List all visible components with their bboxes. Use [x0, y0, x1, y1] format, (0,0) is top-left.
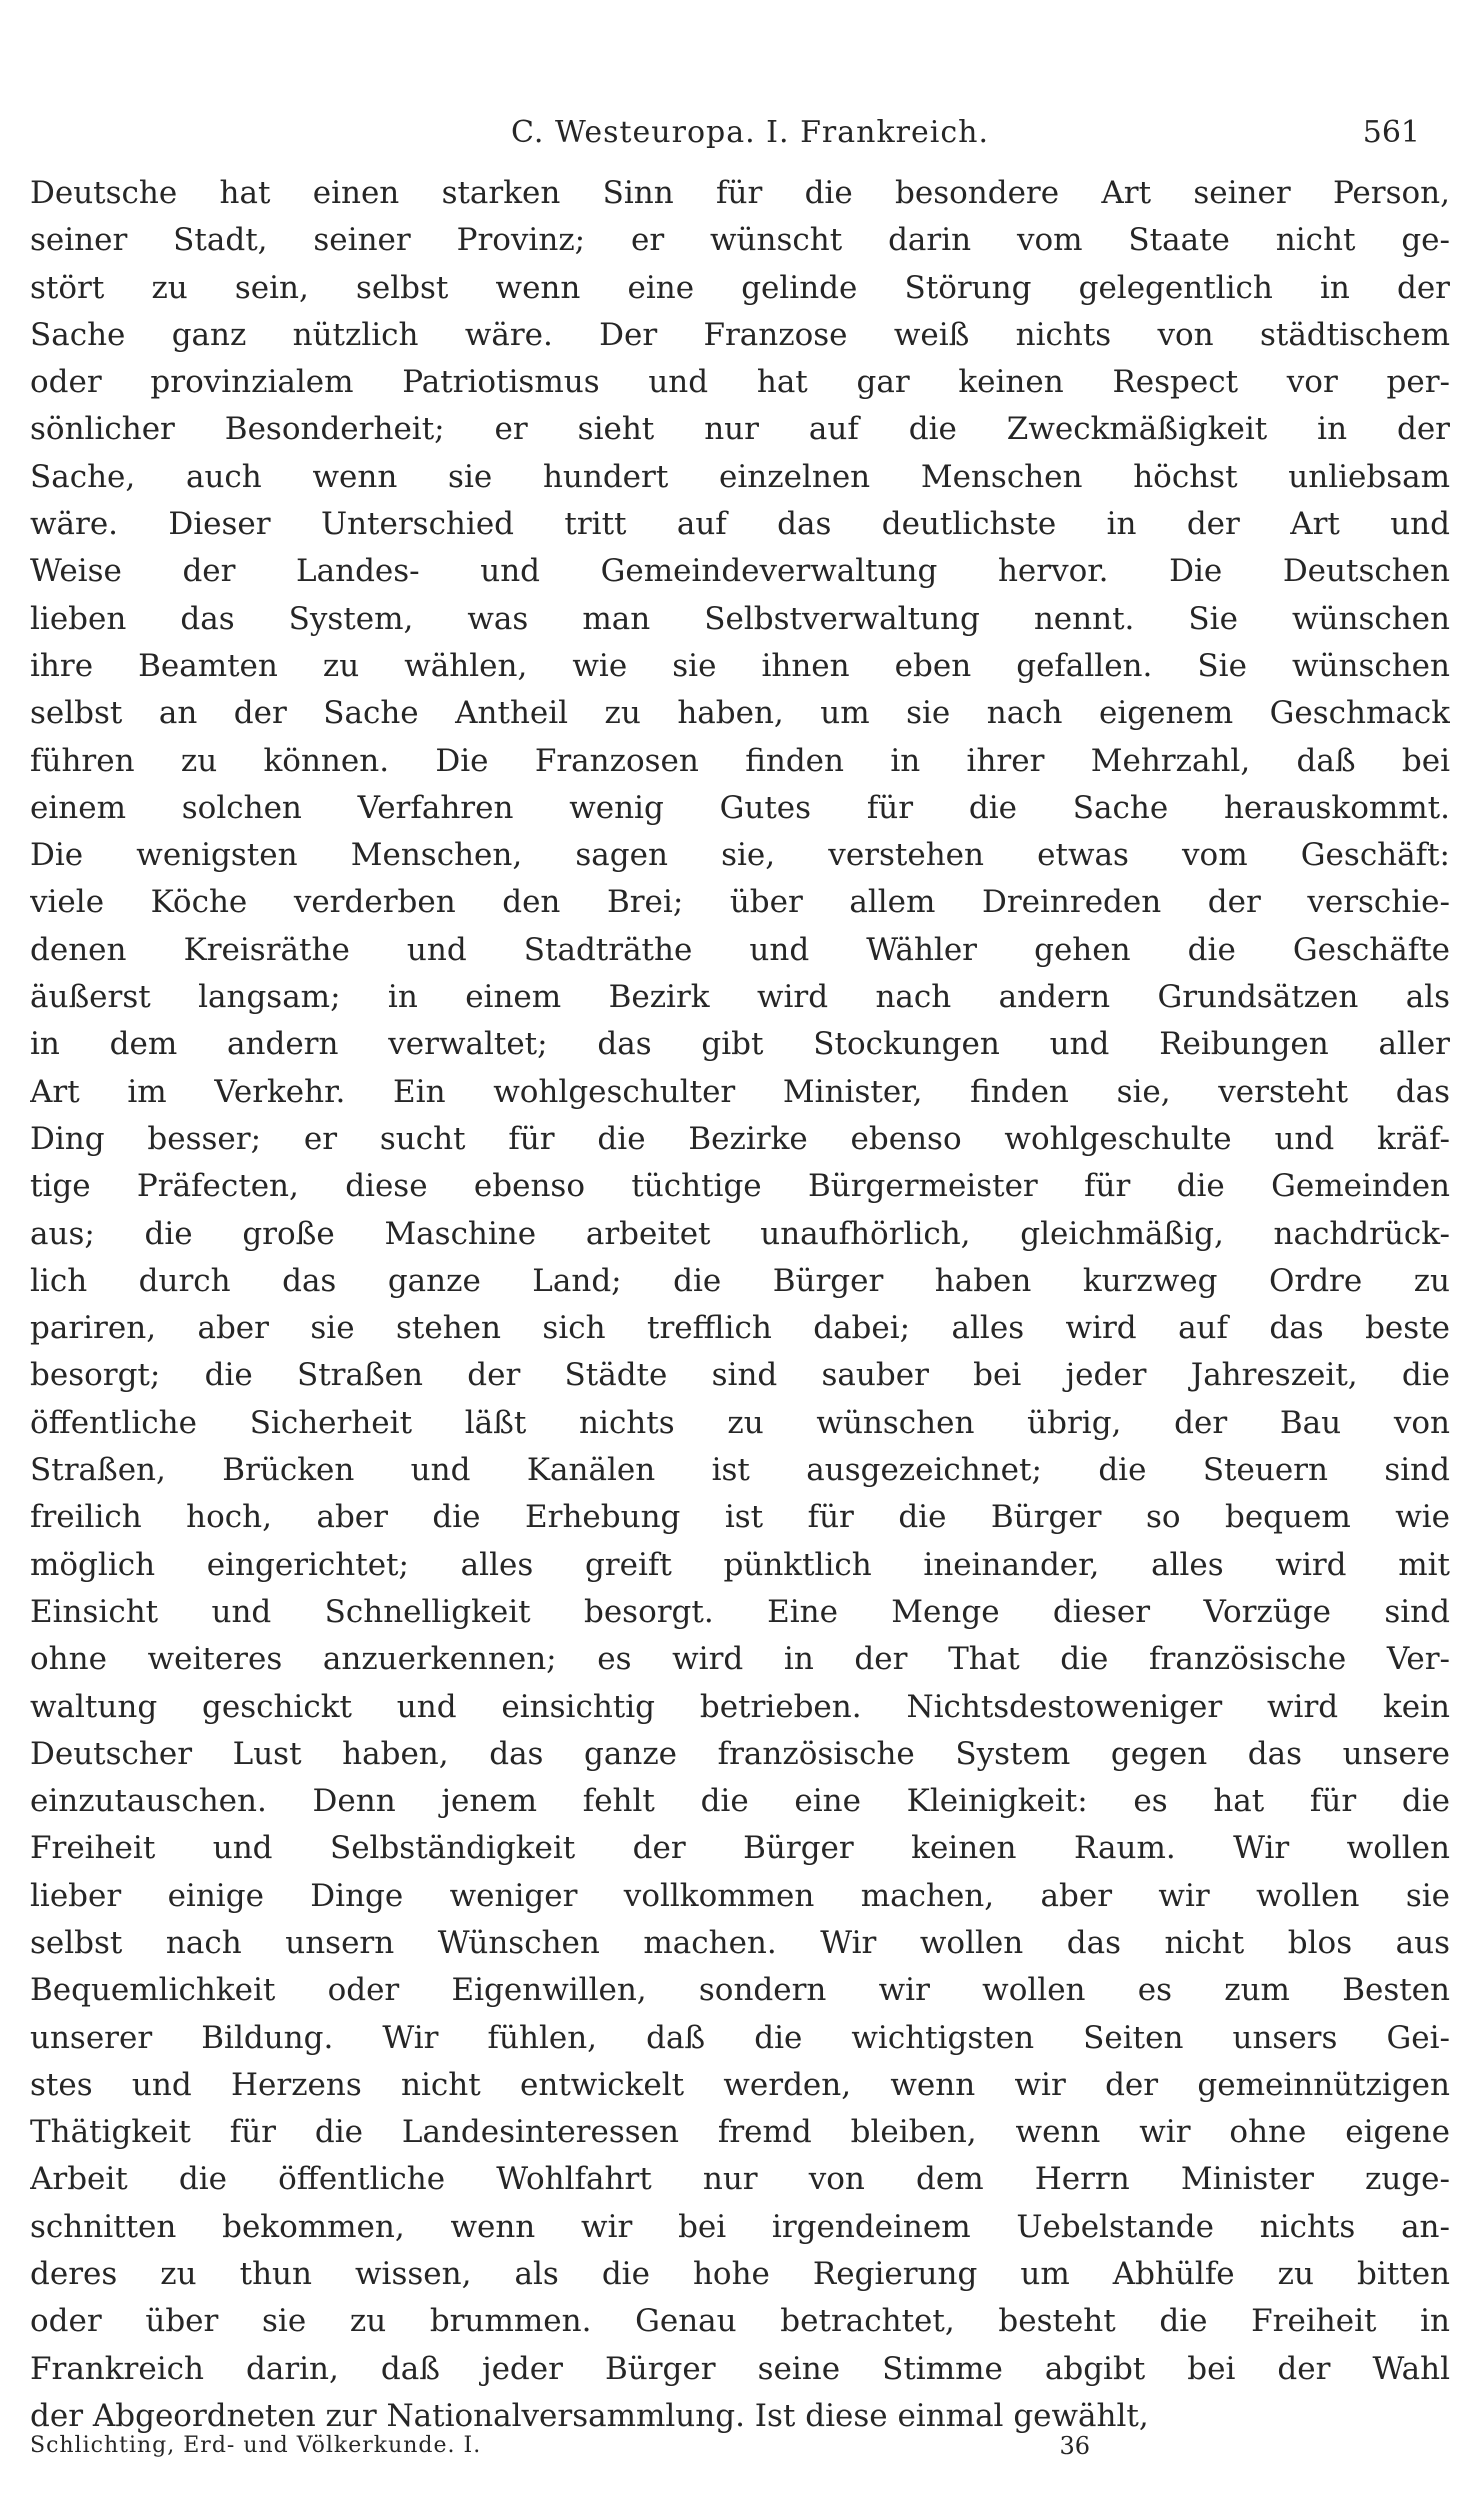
text-line: schnitten bekommen, wenn wir bei irgendeinem Uebelstande nichts an-: [30, 2208, 1450, 2245]
text-line: selbst an der Sache Antheil zu haben, um sie nach eigenem Geschmack: [30, 695, 1450, 732]
text-line: öffentliche Sicherheit läßt nichts zu wünschen übrig, der Bau von: [30, 1404, 1450, 1441]
body-text: [30, 170, 1450, 2440]
text-line: Art im Verkehr. Ein wohlgeschulter Minister, finden sie, versteht das: [30, 1073, 1450, 1110]
text-line: freilich hoch, aber die Erhebung ist für die Bürger so bequem wie: [30, 1499, 1450, 1536]
text-line: stört zu sein, selbst wenn eine gelinde Störung gelegentlich in der: [30, 269, 1450, 306]
text-line: aus; die große Maschine arbeitet unaufhörlich, gleichmäßig, nachdrück-: [30, 1215, 1450, 1252]
text-line: äußerst langsam; in einem Bezirk wird nach andern Grundsätzen als: [30, 979, 1450, 1016]
text-line: wäre. Dieser Unterschied tritt auf das deutlichste in der Art und: [30, 506, 1450, 543]
text-line: der Abgeordneten zur Nationalversammlung. Ist diese einmal gewählt,: [30, 2397, 1149, 2434]
text-line: unserer Bildung. Wir fühlen, daß die wichtigsten Seiten unsers Gei-: [30, 2019, 1450, 2056]
text-line: Straßen, Brücken und Kanälen ist ausgezeichnet; die Steuern sind: [30, 1452, 1450, 1489]
text-line: ohne weiteres anzuerkennen; es wird in der That die französische Ver-: [30, 1641, 1450, 1678]
text-line: Thätigkeit für die Landesinteressen fremd bleiben, wenn wir ohne eigene: [30, 2114, 1450, 2151]
text-line: pariren, aber sie stehen sich trefflich dabei; alles wird auf das beste: [30, 1310, 1450, 1347]
text-line: oder über sie zu brummen. Genau betrachtet, besteht die Freiheit in: [30, 2303, 1450, 2340]
text-line: Die wenigsten Menschen, sagen sie, verstehen etwas vom Geschäft:: [30, 837, 1450, 874]
text-line: oder provinzialem Patriotismus und hat gar keinen Respect vor per-: [30, 364, 1450, 401]
running-header: [80, 108, 1420, 158]
text-line: Freiheit und Selbständigkeit der Bürger keinen Raum. Wir wollen: [30, 1830, 1450, 1867]
text-line: Ding besser; er sucht für die Bezirke ebenso wohlgeschulte und kräf-: [30, 1120, 1450, 1157]
text-line: waltung geschickt und einsichtig betrieben. Nichtsdestoweniger wird kein: [30, 1688, 1450, 1725]
text-line: in dem andern verwaltet; das gibt Stockungen und Reibungen aller: [30, 1026, 1450, 1063]
text-line: Sache, auch wenn sie hundert einzelnen Menschen höchst unliebsam: [30, 458, 1450, 495]
text-line: einzutauschen. Denn jenem fehlt die eine Kleinigkeit: es hat für die: [30, 1783, 1450, 1820]
text-line: besorgt; die Straßen der Städte sind sauber bei jeder Jahreszeit, die: [30, 1357, 1450, 1394]
text-line: lich durch das ganze Land; die Bürger haben kurzweg Ordre zu: [30, 1262, 1450, 1299]
text-line: viele Köche verderben den Brei; über allem Dreinreden der verschie-: [30, 884, 1450, 921]
text-line: Deutsche hat einen starken Sinn für die besondere Art seiner Person,: [30, 175, 1450, 211]
text-line: einem solchen Verfahren wenig Gutes für die Sache herauskommt.: [30, 789, 1450, 826]
page-number: 561: [1362, 115, 1420, 150]
text-line: lieben das System, was man Selbstverwaltung nennt. Sie wünschen: [30, 600, 1450, 637]
text-line: Sache ganz nützlich wäre. Der Franzose weiß nichts von städtischem: [30, 316, 1450, 353]
text-line: Einsicht und Schnelligkeit besorgt. Eine Menge dieser Vorzüge sind: [30, 1593, 1450, 1630]
text-line: Weise der Landes- und Gemeindeverwaltung hervor. Die Deutschen: [30, 553, 1450, 590]
text-line: Arbeit die öffentliche Wohlfahrt nur von dem Herrn Minister zuge-: [30, 2161, 1450, 2198]
text-line: Bequemlichkeit oder Eigenwillen, sondern wir wollen es zum Besten: [30, 1972, 1450, 2009]
running-head-title: C. Westeuropa. I. Frankreich.: [510, 115, 989, 150]
text-line: denen Kreisräthe und Stadträthe und Wähler gehen die Geschäfte: [30, 931, 1450, 968]
text-line: sönlicher Besonderheit; er sieht nur auf die Zweckmäßigkeit in der: [30, 411, 1450, 448]
text-line: lieber einige Dinge weniger vollkommen machen, aber wir wollen sie: [30, 1877, 1450, 1914]
text-line: Frankreich darin, daß jeder Bürger seine Stimme abgibt bei der Wahl: [30, 2350, 1450, 2387]
footer-source-line: Schlichting, Erd- und Völkerkunde. I.: [30, 2433, 482, 2458]
text-line: führen zu können. Die Franzosen finden in ihrer Mehrzahl, daß bei: [30, 742, 1450, 779]
text-line: deres zu thun wissen, als die hohe Regierung um Abhülfe zu bitten: [30, 2256, 1450, 2293]
text-line: tige Präfecten, diese ebenso tüchtige Bürgermeister für die Gemeinden: [30, 1168, 1450, 1205]
text-line: möglich eingerichtet; alles greift pünktlich ineinander, alles wird mit: [30, 1546, 1450, 1583]
text-line: selbst nach unsern Wünschen machen. Wir wollen das nicht blos aus: [30, 1924, 1450, 1961]
text-line: ihre Beamten zu wählen, wie sie ihnen eben gefallen. Sie wünschen: [30, 647, 1450, 684]
text-line: Deutscher Lust haben, das ganze französische System gegen das unsere: [30, 1735, 1450, 1772]
text-line: stes und Herzens nicht entwickelt werden, wenn wir der gemeinnützigen: [30, 2066, 1450, 2103]
sheet-signature: 36: [1059, 2432, 1090, 2460]
text-line: seiner Stadt, seiner Provinz; er wünscht darin vom Staate nicht ge-: [30, 222, 1450, 259]
page-footer: [30, 2428, 1090, 2464]
